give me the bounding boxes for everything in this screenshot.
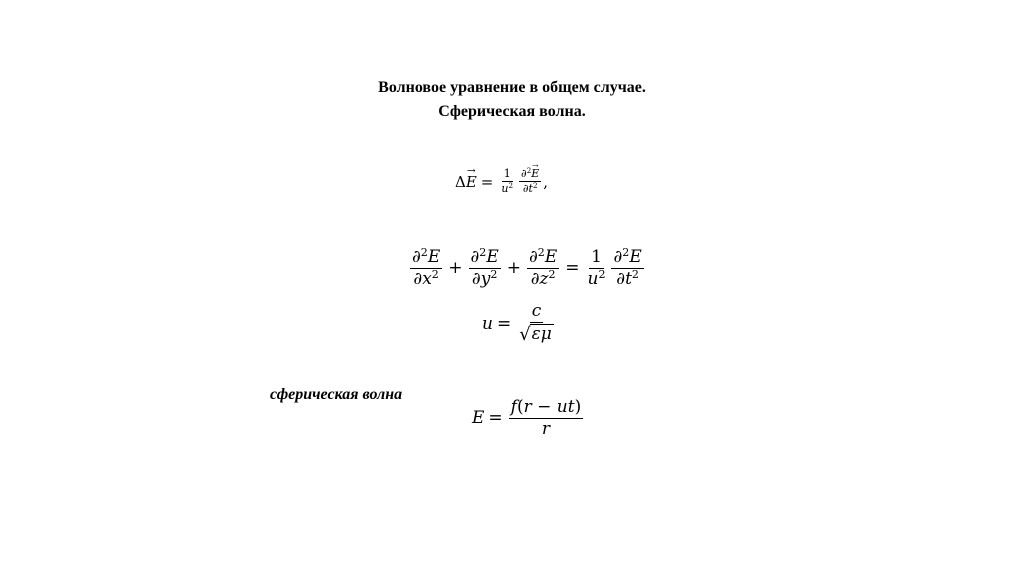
wave-equation-vector: Δ → E = $\frac{1}{u^2}$ $\frac{\partial^2\to E}{\partial t^2}$ , — [455, 168, 548, 195]
spherical-wave-equation: E = $\frac{f(r - ut)}{r}$ — [472, 397, 582, 439]
spherical-wave-label: сферическая волна — [270, 386, 403, 403]
wave-equation-cartesian: $\frac{\partial^2E}{\partial x^2}$ + $\frac{\partial^2E}{\partial y^2}$ + $\frac{\partial^2E}{\partial z^2}$ = $\frac{1}{u^2}$ $\frac{\partial^2E}{\partial t^2}$ — [412, 245, 642, 289]
slide-title-line2: Сферическая волна. — [438, 103, 586, 120]
phase-velocity-equation: u = c √ εμ — [482, 301, 552, 346]
slide-title-line1: Волновое уравнение в общем случае. — [378, 79, 646, 96]
